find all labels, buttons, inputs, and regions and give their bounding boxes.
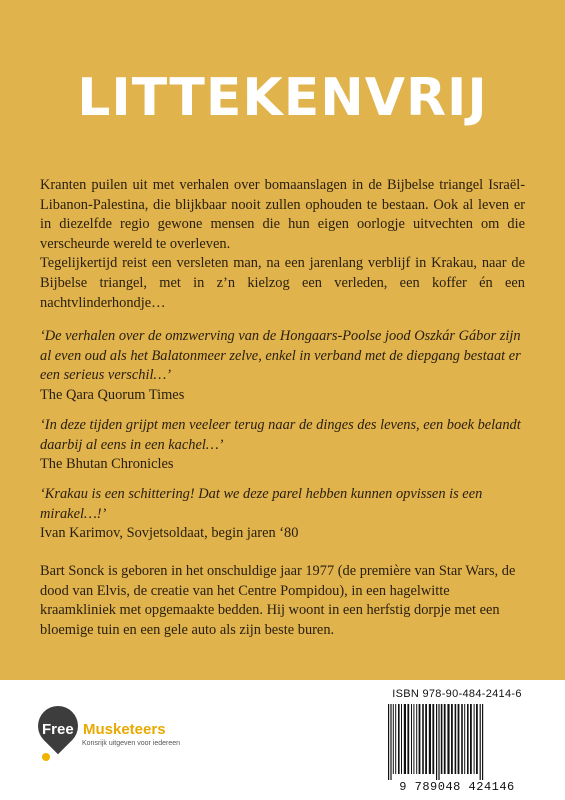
quote-text: ‘In deze tijden grijpt men veeleer terug naar de dinges des levens, een boek belandt daarbij al eens in een kachel…’ [40,417,521,453]
book-title: LITTEKENVRIJ [77,68,488,128]
quote-text: ‘De verhalen over de omzwerving van de Hongaars-Poolse jood Oszkár Gábor zijn al even oud als het Balatonmeer zelve, enkel in verband met de diepgang bestaat er een serieus verschil…’ [40,328,521,384]
barcode-bars-icon [382,704,532,780]
author-bio: Bart Sonck is geboren in het onschuldige jaar 1977 (de première van Star Wars, de dood van Elvis, de creatie van het Centre Pompidou), in een hagelwitte kraamkliniek met opgemaakte bedden. Hij woont in een herfstig dorpje met een bloemige tuin en een gele auto als zijn beste buren. [40,563,516,638]
blurb [40,176,525,313]
publisher-name-part1: Free [42,721,74,738]
dot-icon [42,753,50,761]
quote-text: ‘Krakau is een schittering! Dat we deze parel hebben kunnen opvissen is een mirakel…!’ [40,486,483,522]
quote-source: Ivan Karimov, Sovjetsoldaat, begin jaren ‘80 [40,525,299,542]
review-quote-2 [40,416,525,475]
quote-source: The Qara Quorum Times [40,386,185,403]
publisher-name-part2: Musketeers [83,721,166,738]
publisher-logo [36,698,196,768]
barcode-digits: 9 789048 424146 [399,780,515,794]
blurb-paragraph-1: Kranten puilen uit met verhalen over bomaanslagen in de Bijbelse triangel Israël-Libanon-Palestina, die blijkbaar nooit zullen ophouden te bestaan. Ook al leven er in diezelfde regio gewone mensen die hun eigen oorlogje uitvechten om die verscheurde wereld te overleven. [40,177,525,252]
blurb-paragraph-2: Tegelijkertijd reist een versleten man, na een jarenlang verblijf in Krakau, naar de Bijbelse triangel, met in z’n kielzog een verleden, een koffer én een nachtvlinderhondje… [40,255,525,311]
isbn-label: ISBN 978-90-484-2414-6 [392,688,522,700]
isbn-barcode [380,688,534,794]
quote-source: The Bhutan Chronicles [40,456,174,473]
publisher-tagline: Konsrijk uitgeven voor iedereen [82,740,181,747]
review-quote-3 [40,485,525,544]
review-quote-1 [40,327,525,405]
